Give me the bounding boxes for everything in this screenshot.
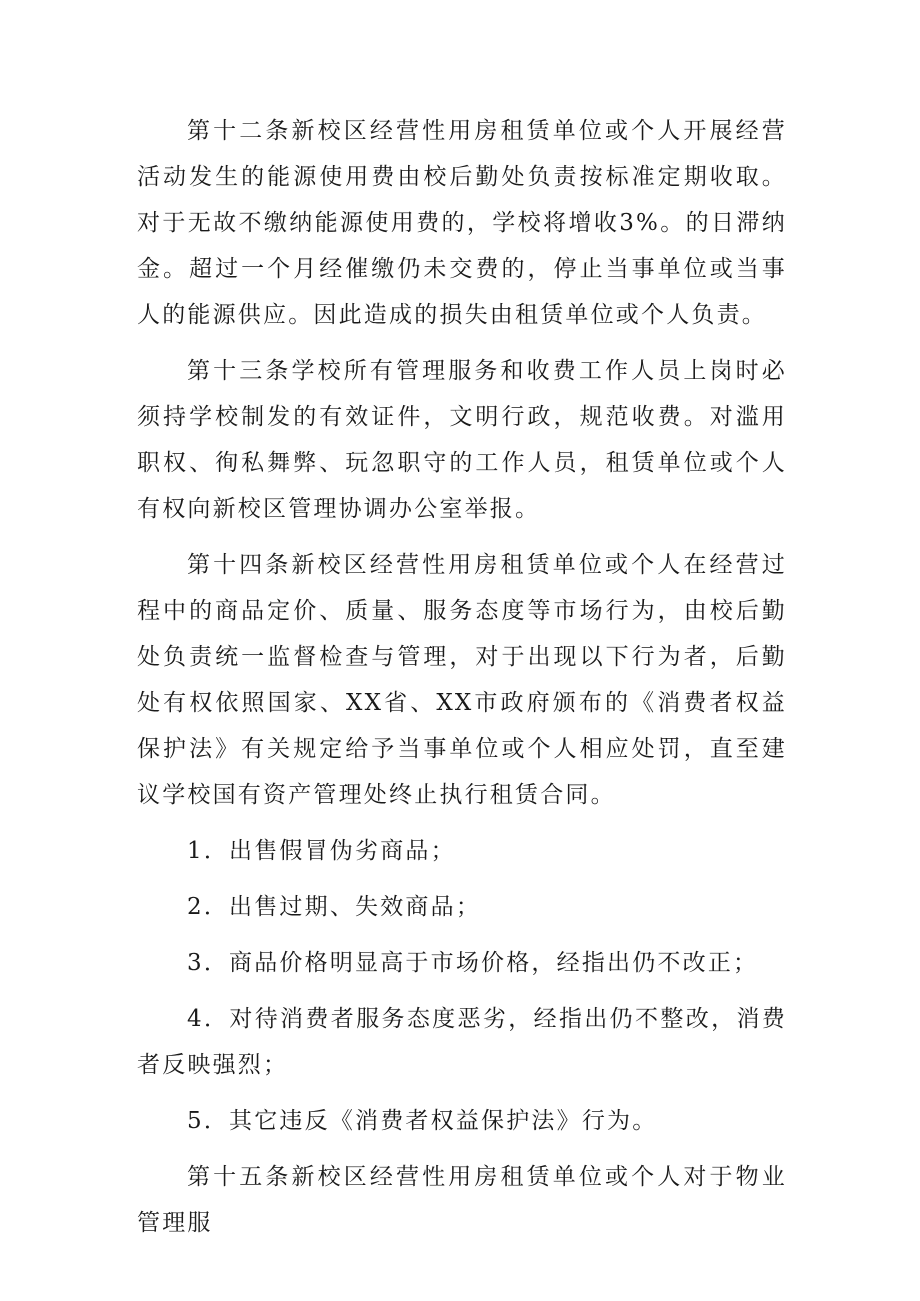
article-13: 第十三条学校所有管理服务和收费工作人员上岗时必须持学校制发的有效证件，文明行政，规范收费。对滥用职权、徇私舞弊、玩忽职守的工作人员，租赁单位或个人有权向新校区管理协调办公室举报。 xyxy=(137,358,787,522)
list-item: 3．商品价格明显高于市场价格，经指出仍不改正； xyxy=(187,950,759,976)
list-item: 4．对待消费者服务态度恶劣，经指出仍不整改，消费者反映强烈； xyxy=(137,1006,787,1078)
list-item: 5．其它违反《消费者权益保护法》行为。 xyxy=(187,1108,658,1134)
list-item: 1．出售假冒伪劣商品； xyxy=(187,838,456,864)
document-body xyxy=(137,108,787,1246)
list-item: 2．出售过期、失效商品； xyxy=(187,894,482,920)
article-14: 第十四条新校区经营性用房租赁单位或个人在经营过程中的商品定价、质量、服务态度等市场行为，由校后勤处负责统一监督检查与管理，对于出现以下行为者，后勤处有权依照国家、XX省、XX市政府颁布的《消费者权益保护法》有关规定给予当事单位或个人相应处罚，直至建议学校国有资产管理处终止执行租赁合同。 xyxy=(137,552,787,808)
article-15-partial: 第十五条新校区经营性用房租赁单位或个人对于物业管理服 xyxy=(137,1164,787,1236)
article-12: 第十二条新校区经营性用房租赁单位或个人开展经营活动发生的能源使用费由校后勤处负责按标准定期收取。对于无故不缴纳能源使用费的，学校将增收3%。的日滞纳金。超过一个月经催缴仍未交费的，停止当事单位或当事人的能源供应。因此造成的损失由租赁单位或个人负责。 xyxy=(137,118,787,328)
